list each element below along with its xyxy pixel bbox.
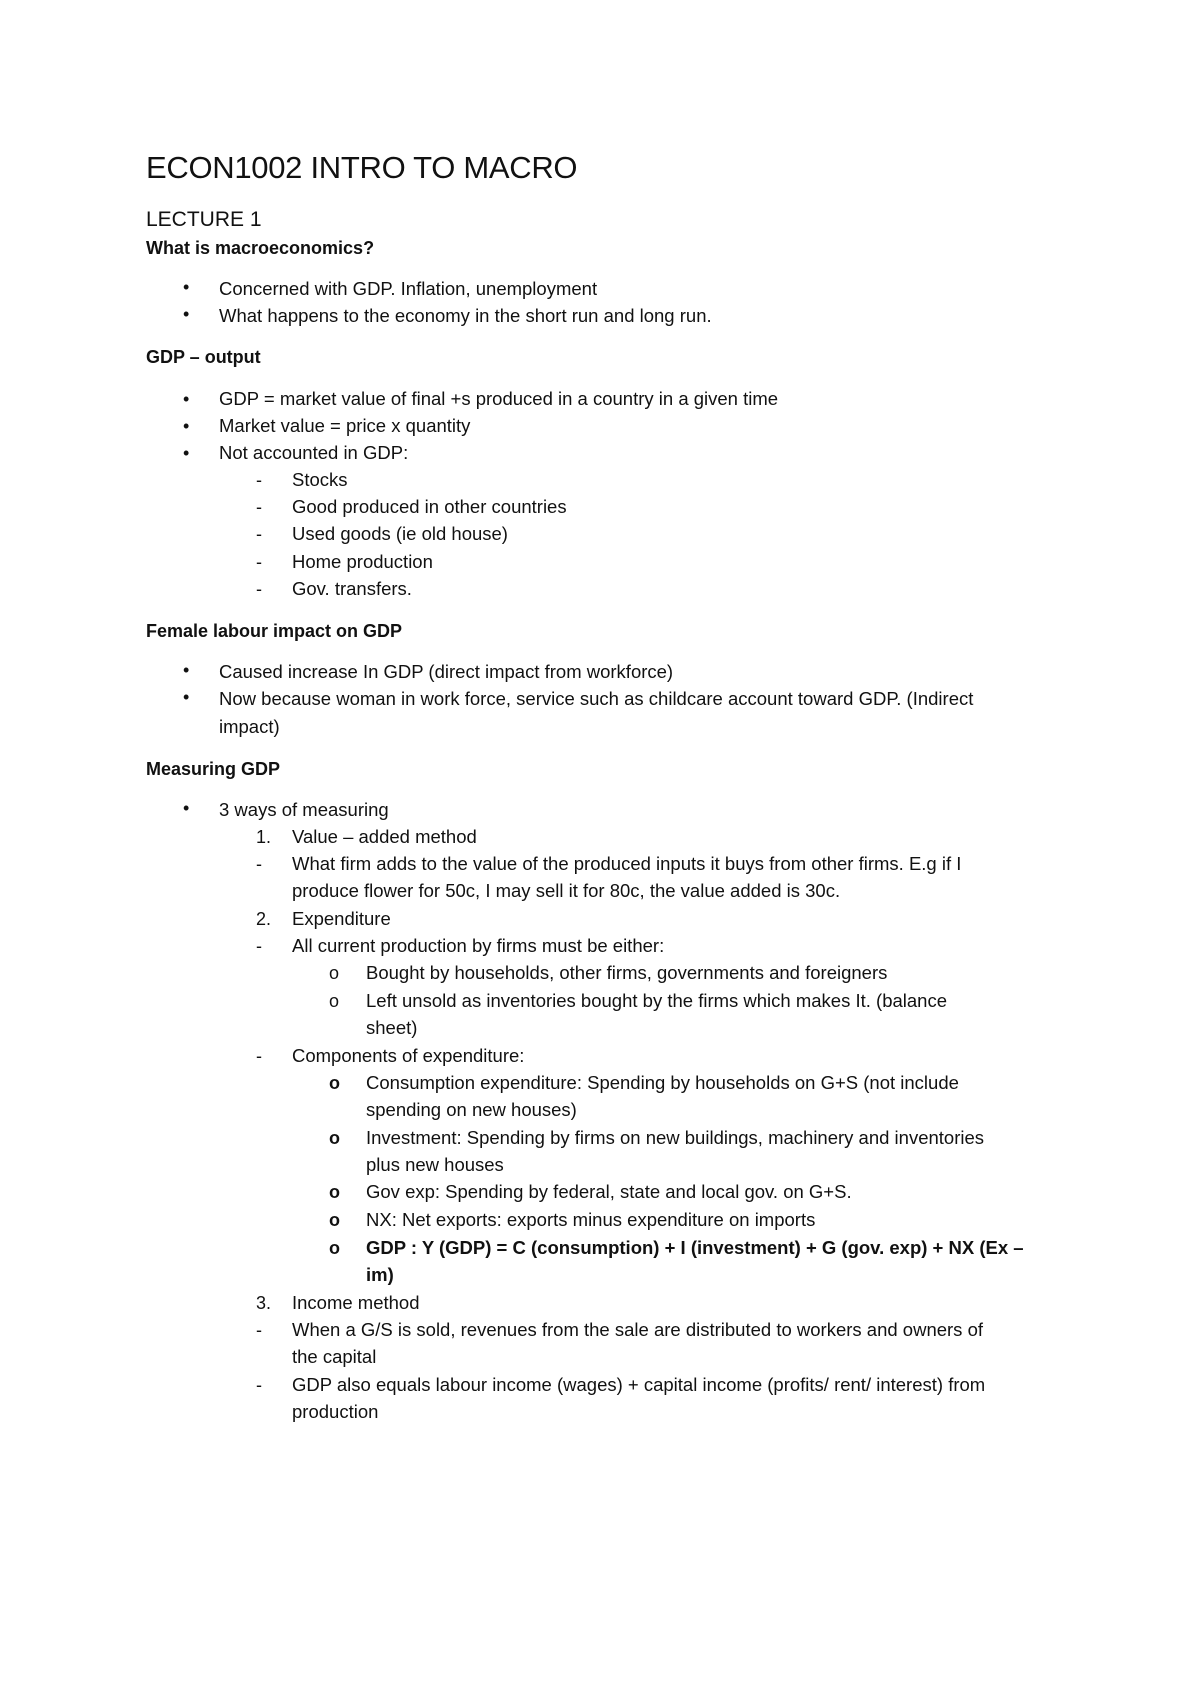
list-item: Home production (292, 551, 433, 572)
list-item: Used goods (ie old house) (292, 523, 508, 544)
circle-marker: o (329, 1182, 340, 1202)
circle-marker: o (329, 1073, 340, 1093)
circle-marker: o (329, 1210, 340, 1230)
list-item: Not accounted in GDP: (219, 442, 409, 463)
dash-marker: - (256, 1046, 262, 1066)
list-item: NX: Net exports: exports minus expenditure on imports (366, 1209, 816, 1230)
list-item: Left unsold as inventories bought by the firms which makes It. (balance (366, 990, 947, 1011)
list-item: All current production by firms must be either: (292, 935, 665, 956)
bullet-marker: • (183, 389, 190, 409)
dash-marker: - (256, 1375, 262, 1395)
section-heading: Female labour impact on GDP (146, 621, 403, 641)
list-item-continuation: impact) (219, 716, 280, 737)
dash-marker: - (256, 524, 262, 544)
section-heading: Measuring GDP (146, 759, 281, 779)
list-item: Market value = price x quantity (219, 415, 471, 436)
dash-marker: - (256, 497, 262, 517)
list-item: Good produced in other countries (292, 496, 567, 517)
bullet-marker: • (183, 277, 190, 297)
dash-marker: - (256, 854, 262, 874)
dash-marker: - (256, 936, 262, 956)
circle-marker: o (329, 963, 340, 983)
list-item: What happens to the economy in the short run and long run. (219, 305, 712, 326)
section-heading: What is macroeconomics? (146, 238, 375, 258)
list-item: Investment: Spending by firms on new buildings, machinery and inventories (366, 1127, 985, 1148)
list-item-continuation: spending on new houses) (366, 1099, 577, 1120)
dash-marker: - (256, 552, 262, 572)
list-item-continuation: production (292, 1401, 379, 1422)
list-item-continuation: plus new houses (366, 1154, 504, 1175)
dash-marker: - (256, 579, 262, 599)
dash-marker: - (256, 470, 262, 490)
list-item: GDP also equals labour income (wages) + capital income (profits/ rent/ interest) from (292, 1374, 986, 1395)
list-item: 3 ways of measuring (219, 799, 389, 820)
lecture-heading: LECTURE 1 (146, 208, 262, 231)
bullet-marker: • (183, 687, 190, 707)
list-item: Now because woman in work force, service such as childcare account toward GDP. (Indirect (219, 688, 974, 709)
list-item: Consumption expenditure: Spending by households on G+S (not include (366, 1072, 959, 1093)
list-item: Gov exp: Spending by federal, state and local gov. on G+S. (366, 1181, 852, 1202)
list-item: Gov. transfers. (292, 578, 412, 599)
bullet-marker: • (183, 798, 190, 818)
circle-marker: o (329, 991, 340, 1011)
bullet-marker: • (183, 443, 190, 463)
number-marker: 3. (256, 1293, 272, 1313)
list-item-continuation: sheet) (366, 1017, 418, 1038)
bullet-marker: • (183, 304, 190, 324)
list-item: Components of expenditure: (292, 1045, 525, 1066)
number-marker: 1. (256, 827, 272, 847)
list-item-continuation: the capital (292, 1346, 377, 1367)
dash-marker: - (256, 1320, 262, 1340)
circle-marker: o (329, 1128, 340, 1148)
bullet-marker: • (183, 416, 190, 436)
list-item: Bought by households, other firms, governments and foreigners (366, 962, 888, 983)
document-title: ECON1002 INTRO TO MACRO (146, 150, 578, 185)
list-item: What firm adds to the value of the produced inputs it buys from other firms. E.g if I (292, 853, 962, 874)
list-item: Stocks (292, 469, 348, 490)
list-item: Expenditure (292, 908, 391, 929)
list-item-continuation: produce flower for 50c, I may sell it for 80c, the value added is 30c. (292, 880, 841, 901)
circle-marker: o (329, 1238, 340, 1258)
bullet-marker: • (183, 660, 190, 680)
list-item: Concerned with GDP. Inflation, unemployment (219, 278, 598, 299)
section-heading: GDP – output (146, 347, 261, 367)
number-marker: 2. (256, 909, 272, 929)
list-item: GDP = market value of final +s produced in a country in a given time (219, 388, 779, 409)
list-item: Value – added method (292, 826, 477, 847)
list-item: Caused increase In GDP (direct impact from workforce) (219, 661, 674, 682)
gdp-formula-continuation: im) (366, 1264, 394, 1285)
gdp-formula: GDP : Y (GDP) = C (consumption) + I (investment) + G (gov. exp) + NX (Ex – (366, 1237, 1024, 1258)
list-item: Income method (292, 1292, 420, 1313)
list-item: When a G/S is sold, revenues from the sale are distributed to workers and owners of (292, 1319, 983, 1340)
